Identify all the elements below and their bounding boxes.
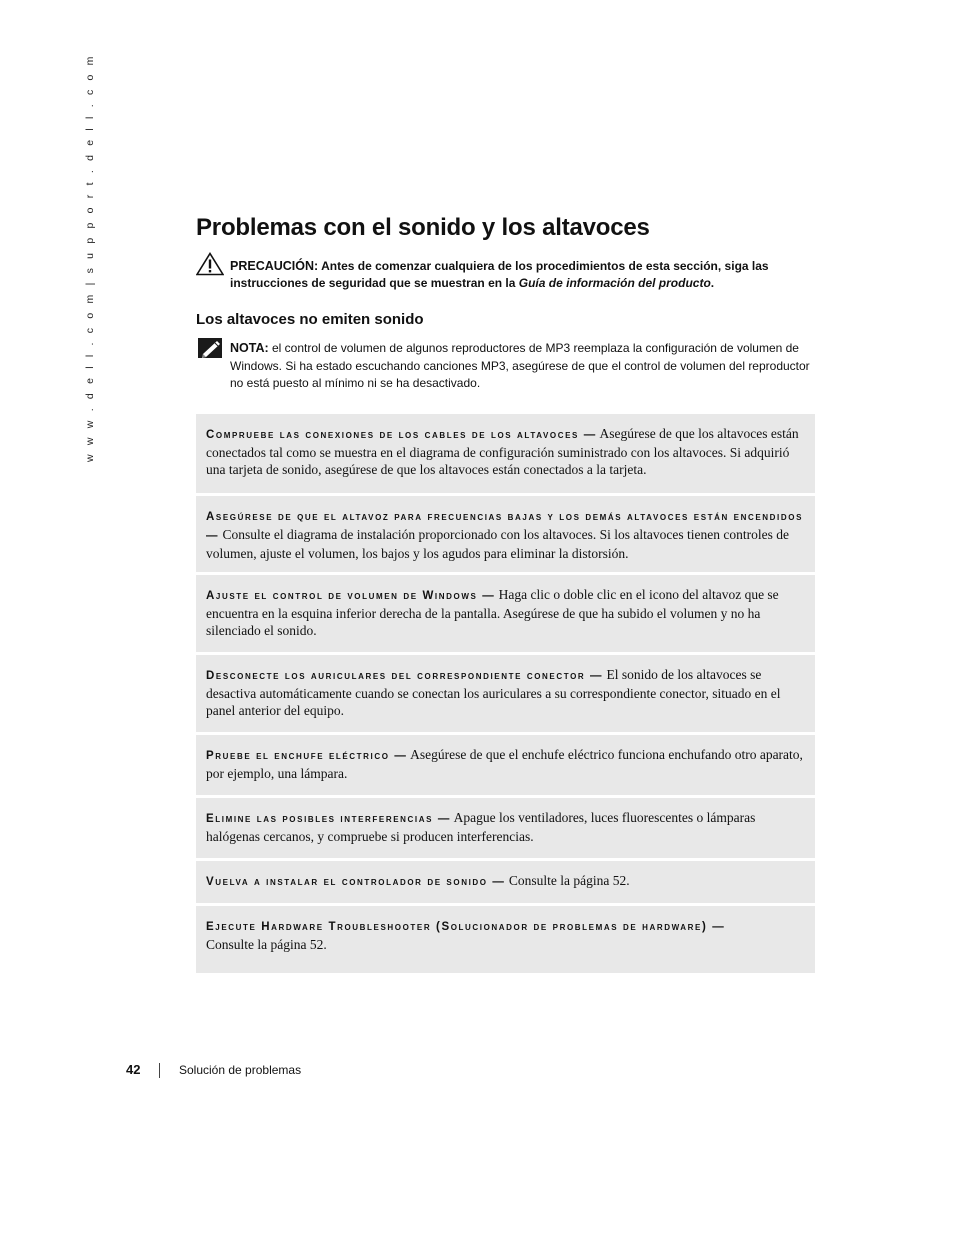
row-heading: Elimine las posibles interferencias — — [206, 813, 451, 825]
page-title: Problemas con el sonido y los altavoces — [196, 214, 650, 241]
table-row — [196, 575, 815, 652]
caution-end: . — [710, 276, 715, 290]
row-body: Asegúrese de que el enchufe eléctrico funciona enchufando otro aparato, por ejemplo, una lámpara. — [206, 747, 803, 781]
row-heading: Vuelva a instalar el controlador de sonido — — [206, 876, 506, 888]
note-text — [230, 340, 815, 393]
page-number: 42 — [126, 1062, 141, 1077]
footer-section-title: Solución de problemas — [179, 1063, 302, 1077]
section-subheading: Los altavoces no emiten sonido — [196, 311, 424, 328]
caution-guide-title: Guía de información del producto — [518, 276, 711, 290]
note-label: NOTA: — [230, 341, 269, 355]
note-body: el control de volumen de algunos reproductores de MP3 reemplaza la configuración de volumen de Windows. Si ha estado escuchando canciones MP3, asegúrese de que el control de volumen del reproductor no está puesto al mínimo ni se ha desactivado. — [230, 341, 810, 390]
row-heading: Desconecte los auriculares del correspondiente conector — — [206, 670, 604, 682]
row-body: Consulte la página 52. — [206, 937, 327, 952]
table-row — [196, 906, 815, 973]
table-row — [196, 798, 815, 858]
side-url: w w w . d e l l . c o m | s u p p o r t . d e l l . c o m — [84, 53, 96, 462]
row-body: Asegúrese de que los altavoces están conectados tal como se muestra en el diagrama de configuración suministrado con los altavoces. Si adquirió una tarjeta de sonido, asegúrese de que los altavoces están conectados a la tarjeta. — [206, 426, 799, 477]
row-body: Haga clic o doble clic en el icono del altavoz que se encuentra en la esquina inferior derecha de la pantalla. Asegúrese de que ha subido el volumen y no ha silenciado el sonido. — [206, 587, 779, 638]
row-body: Consulte el diagrama de instalación proporcionado con los altavoces. Si los altavoces tienen controles de volumen, ajuste el volumen, los bajos y los agudos para eliminar la distorsión. — [206, 527, 789, 561]
caution-label: PRECAUCIÓN: — [230, 259, 319, 273]
note-pencil-icon — [198, 338, 224, 360]
troubleshooting-table — [196, 414, 815, 976]
row-body: Apague los ventiladores, luces fluorescentes o lámparas halógenas cercanos, y compruebe si producen interferencias. — [206, 810, 756, 844]
row-heading: Ajuste el control de volumen de Windows — — [206, 590, 496, 602]
table-row — [196, 414, 815, 493]
table-row — [196, 655, 815, 732]
row-heading: Asegúrese de que el altavoz para frecuencias bajas y los demás altavoces están encendidos — — [206, 511, 804, 542]
caution-body: Antes de comenzar cualquiera de los procedimientos de esta sección, siga las instrucciones de seguridad que se muestran en la — [230, 259, 769, 290]
row-heading: Pruebe el enchufe eléctrico — — [206, 750, 408, 762]
row-heading: Compruebe las conexiones de los cables de los altavoces — — [206, 429, 597, 441]
row-heading: Ejecute Hardware Troubleshooter (Solucionador de problemas de hardware) — — [206, 921, 726, 933]
caution-text — [230, 258, 815, 292]
footer-divider — [159, 1063, 160, 1078]
table-row — [196, 735, 815, 795]
row-body: El sonido de los altavoces se desactiva automáticamente cuando se conectan los auriculares a su correspondiente conector, situado en el panel anterior del equipo. — [206, 667, 781, 718]
row-body: Consulte la página 52. — [508, 873, 630, 888]
warning-triangle-icon — [196, 252, 224, 276]
table-row — [196, 496, 815, 572]
table-row — [196, 861, 815, 903]
